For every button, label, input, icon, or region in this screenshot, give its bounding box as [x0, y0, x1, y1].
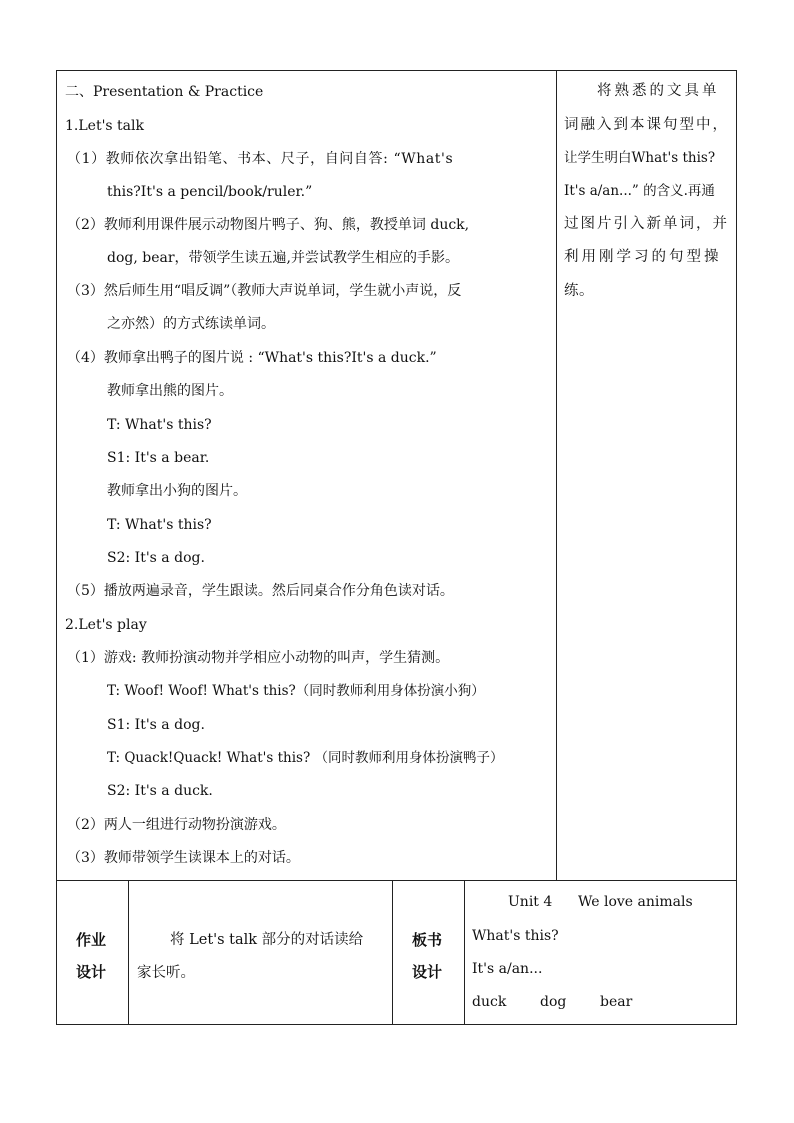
homework-content-line1: 将 Let's talk 部分的对话读给: [170, 932, 364, 948]
text-line: this?It's a pencil/book/ruler.”: [107, 184, 313, 200]
text-line: S1: It's a bear.: [107, 450, 210, 466]
text-line: （1）教师依次拿出铅笔、书本、尺子，自问自答: “What's: [67, 151, 454, 167]
board-label-line2: 设计: [412, 963, 443, 981]
side-note-line: 利用刚学习的句型操: [564, 249, 722, 265]
col-divider-2: [392, 880, 393, 1025]
homework-content-line2: 家长听。: [137, 965, 195, 981]
board-unit-title: We love animals: [578, 894, 693, 910]
homework-label-line2: 设计: [76, 963, 107, 981]
text-line: （4）教师拿出鸭子的图片说 : “What's this?It's a duck.”: [67, 350, 437, 366]
text-line: （2）两人一组进行动物扮演游戏。: [67, 817, 286, 833]
text-line: （2）教师利用课件展示动物图片鸭子、狗、熊，教授单词 duck,: [67, 217, 470, 233]
board-question: What's this?: [472, 928, 559, 944]
col-divider-1: [128, 880, 129, 1025]
board-answer: It's a/an...: [472, 961, 543, 977]
text-line: 教师拿出熊的图片。: [107, 383, 233, 399]
section-title: 二、Presentation & Practice: [65, 84, 264, 100]
col-divider-3: [464, 880, 465, 1025]
text-line: T: What's this?: [107, 417, 212, 433]
side-note-line: 练。: [564, 283, 594, 299]
text-line: S2: It's a dog.: [107, 550, 205, 566]
board-word-duck: duck: [472, 994, 507, 1010]
text-line: （1）游戏: 教师扮演动物并学相应小动物的叫声，学生猜测。: [67, 650, 450, 666]
side-note-line: 将熟悉的文具单: [597, 83, 720, 99]
homework-label: [76, 930, 106, 982]
row-divider: [56, 880, 737, 881]
side-note-line: 词融入到本课句型中，: [564, 117, 729, 133]
text-line: （5）播放两遍录音，学生跟读。然后同桌合作分角色读对话。: [67, 583, 454, 599]
text-line: 之亦然）的方式练读单词。: [107, 316, 275, 332]
board-label: [412, 930, 442, 982]
board-label-line1: 板书: [412, 931, 443, 949]
text-line: 教师拿出小狗的图片。: [107, 483, 247, 499]
side-note-line: 让学生明白What's this?: [564, 150, 716, 166]
board-unit: Unit 4: [508, 894, 553, 910]
text-line: T: Quack!Quack! What's this? （同时教师利用身体扮演鸭子）: [107, 750, 504, 766]
text-line: （3）教师带领学生读课本上的对话。: [67, 850, 300, 866]
text-line: T: What's this?: [107, 517, 212, 533]
homework-label-line1: 作业: [76, 931, 107, 949]
text-line: T: Woof! Woof! What's this?（同时教师利用身体扮演小狗）: [107, 683, 485, 699]
text-line: 2.Let's play: [65, 617, 147, 633]
text-line: 1.Let's talk: [65, 118, 144, 134]
board-word-bear: bear: [600, 994, 633, 1010]
side-note-line: It's a/an...” 的含义.再通: [564, 183, 715, 199]
text-line: （3）然后师生用“唱反调”（教师大声说单词，学生就小声说，反: [67, 283, 462, 299]
board-word-dog: dog: [540, 994, 567, 1010]
main-side-divider: [556, 70, 557, 880]
text-line: dog, bear，带领学生读五遍,并尝试教学生相应的手影。: [107, 250, 459, 266]
side-note-line: 过图片引入新单词，并: [564, 216, 729, 232]
text-line: S1: It's a dog.: [107, 717, 205, 733]
text-line: S2: It's a duck.: [107, 783, 213, 799]
